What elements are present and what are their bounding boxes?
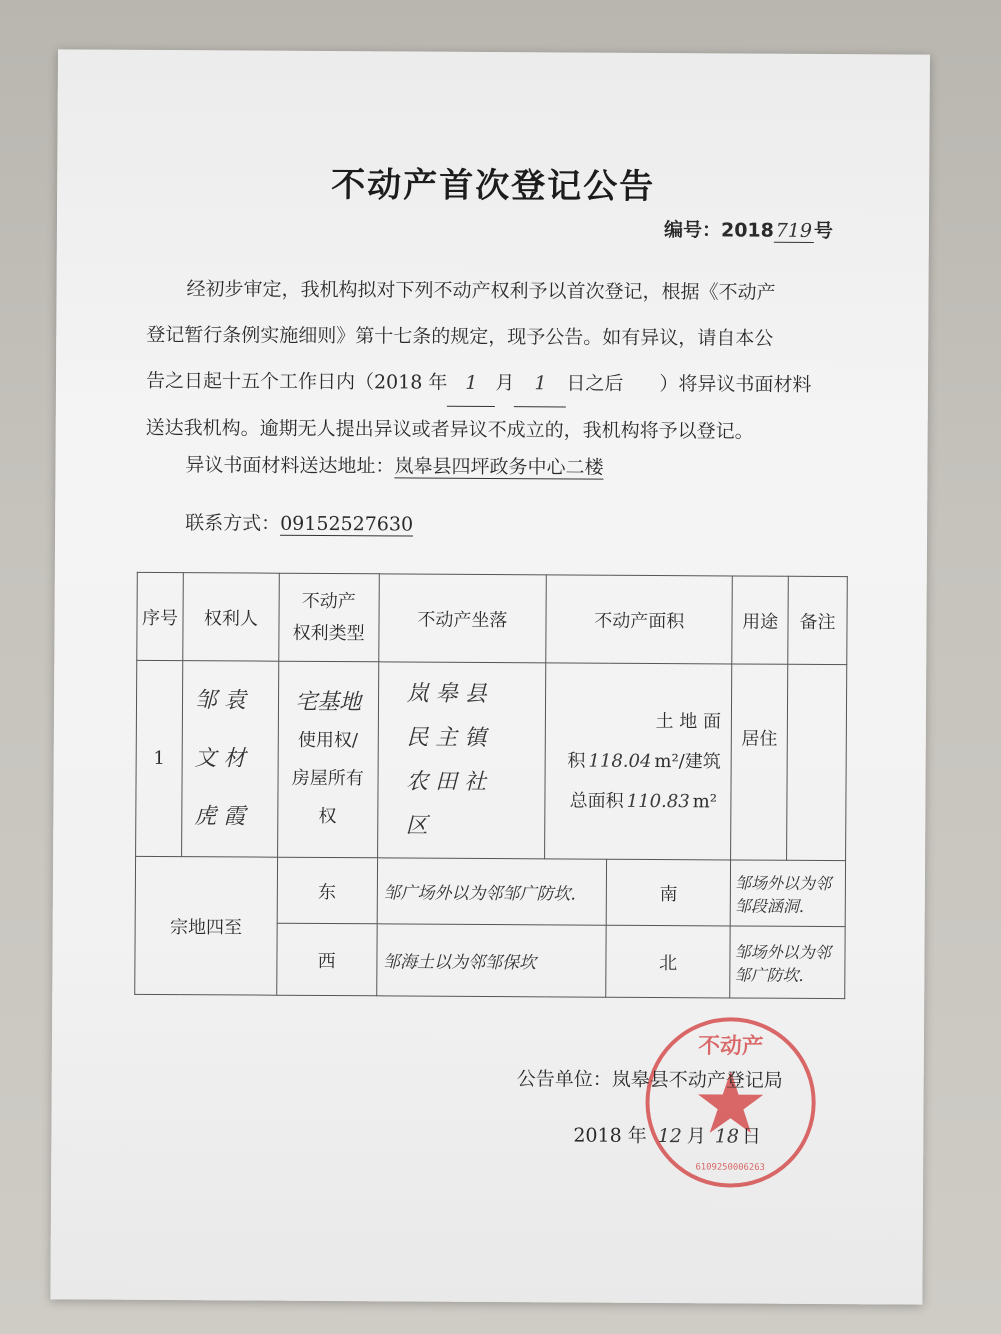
holder-line-2: 文 材 xyxy=(194,745,246,771)
area-line-2b: m²/建筑 xyxy=(654,750,721,772)
doc-no-value: 719 xyxy=(775,219,813,242)
boundaries-label: 宗地四至 xyxy=(135,856,278,995)
west-label: 西 xyxy=(277,923,377,996)
row-right-type xyxy=(277,661,378,858)
date-month-unit: 月 xyxy=(686,1125,706,1148)
east-boundary: 邹广场外以为邻邹广防坎. xyxy=(377,858,607,925)
doc-no-suffix: 号 xyxy=(813,219,833,243)
row-remark xyxy=(787,664,847,860)
seal-text-bottom: 6109250006263 xyxy=(695,1162,765,1173)
body-line-3c: 日之后 xyxy=(566,372,624,395)
area-line-3a: 总面积 xyxy=(569,789,624,812)
building-area-value: 110.83 xyxy=(626,790,690,812)
holder-line-1: 邹 袁 xyxy=(194,687,247,713)
header-right-type-2: 权利类型 xyxy=(292,622,365,644)
seal-text-top: 不动产 xyxy=(698,1033,764,1060)
north-boundary: 邹场外以为邻邹广防坎. xyxy=(730,926,845,999)
south-label: 南 xyxy=(606,859,730,926)
area-line-3 xyxy=(546,781,721,822)
body-line-3b: 月 xyxy=(495,372,515,395)
location-line-4: 区 xyxy=(405,812,428,839)
header-holder: 权利人 xyxy=(183,573,279,662)
row-holder xyxy=(182,661,279,858)
doc-no-prefix: 编号：2018 xyxy=(663,219,774,242)
document-number xyxy=(664,215,833,243)
area-line-1: 土 地 面 xyxy=(655,710,722,732)
official-seal xyxy=(641,1013,820,1192)
holder-line-3: 虎 霞 xyxy=(194,803,246,829)
location-line-2: 民 主 镇 xyxy=(406,724,487,751)
date-day: 18 xyxy=(714,1125,740,1148)
area-line-2a: 积 xyxy=(567,749,586,772)
objection-month: 1 xyxy=(447,360,495,407)
contact-info xyxy=(185,508,413,536)
header-right-type-1: 不动产 xyxy=(301,590,356,612)
objection-day: 1 xyxy=(514,360,566,407)
body-line-3d: ）将异议书面材料 xyxy=(659,373,812,396)
issuer xyxy=(517,1064,783,1093)
date-day-unit: 日 xyxy=(741,1125,761,1148)
row-area xyxy=(545,663,732,860)
area-line-3b: m² xyxy=(692,790,718,812)
east-label: 东 xyxy=(277,857,377,924)
right-type-line-3: 权 xyxy=(318,805,337,827)
header-use: 用途 xyxy=(732,576,788,664)
body-line-3a: 告之日起十五个工作日内（2018 年 xyxy=(145,369,448,394)
right-type-line-1: 使用权/ xyxy=(297,729,359,751)
notice-body xyxy=(146,266,853,455)
header-right-type xyxy=(279,573,379,662)
page-title: 不动产首次登记公告 xyxy=(331,165,656,207)
body-line-1: 经初步审定，我机构拟对下列不动产权利予以首次登记，根据《不动产 xyxy=(186,278,776,304)
body-line-3 xyxy=(146,358,852,409)
header-seq: 序号 xyxy=(137,572,183,660)
south-boundary: 邹场外以为邻邹段涵洞. xyxy=(730,860,845,927)
address-value: 岚皋县四坪政务中心二楼 xyxy=(394,455,604,479)
issuer-value: 岚皋县不动产登记局 xyxy=(611,1068,783,1092)
contact-value: 09152527630 xyxy=(280,512,414,536)
property-table xyxy=(134,572,848,999)
row-use: 居住 xyxy=(731,664,788,860)
issue-date xyxy=(573,1121,761,1149)
contact-label: 联系方式： xyxy=(185,512,281,535)
body-line-2: 登记暂行条例实施细则》第十七条的规定，现予公告。如有异议，请自本公 xyxy=(146,323,774,350)
area-line-2 xyxy=(546,741,721,782)
header-location: 不动产坐落 xyxy=(378,574,546,663)
issuer-label: 公告单位： xyxy=(516,1068,612,1091)
date-year: 2018 年 xyxy=(573,1124,647,1147)
objection-address xyxy=(185,450,603,480)
row-location xyxy=(377,662,546,859)
west-boundary: 邹海土以为邻邹保坎 xyxy=(376,924,606,997)
row-seq: 1 xyxy=(136,660,183,856)
header-remark: 备注 xyxy=(788,576,848,664)
date-month: 12 xyxy=(657,1125,682,1148)
right-type-line-2: 房屋所有 xyxy=(291,767,364,789)
north-label: 北 xyxy=(606,925,730,998)
body-line-4: 送达我机构。逾期无人提出异议或者异议不成立的，我机构将予以登记。 xyxy=(145,416,754,443)
land-area-value: 118.04 xyxy=(588,750,652,772)
location-line-1: 岚 皋 县 xyxy=(406,680,487,707)
notice-sheet xyxy=(50,49,930,1304)
address-label: 异议书面材料送达地址： xyxy=(185,454,395,478)
right-type-hand: 宅基地 xyxy=(295,689,362,715)
location-line-3: 农 田 社 xyxy=(406,768,487,795)
header-area: 不动产面积 xyxy=(546,575,732,664)
